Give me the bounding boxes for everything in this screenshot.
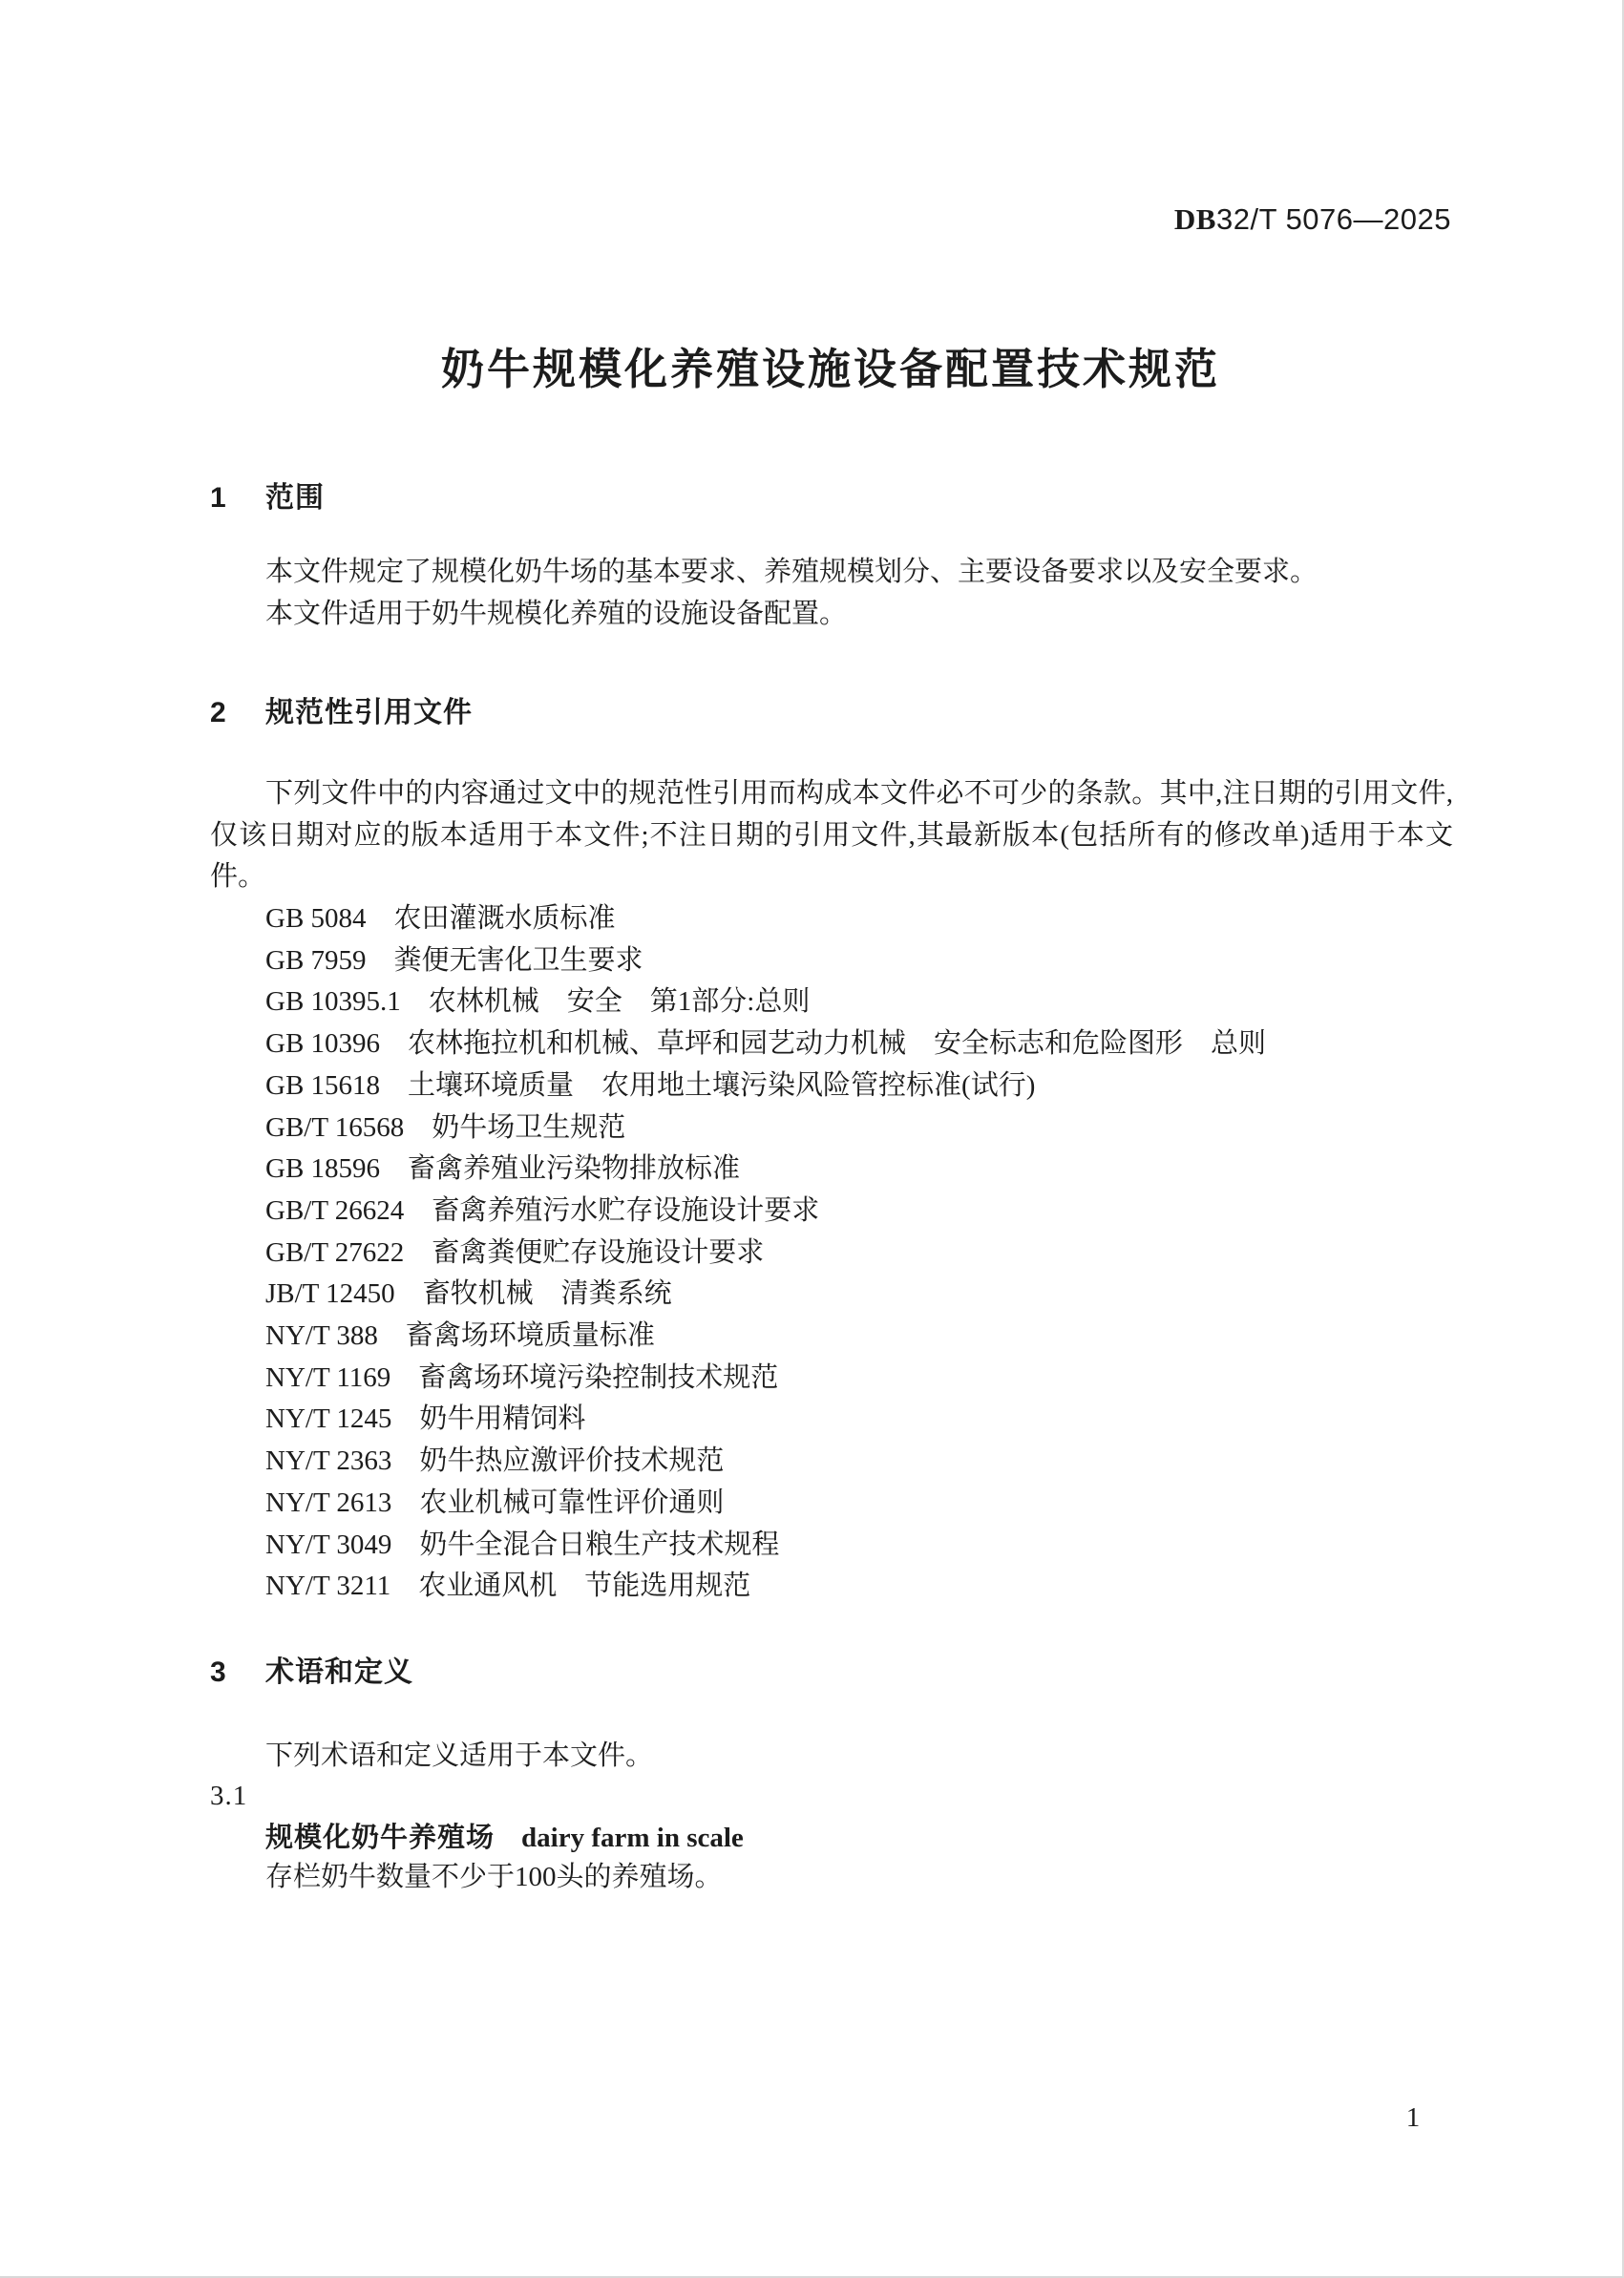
reference-item: NY/T 388 畜禽场环境质量标准 [265,1320,655,1352]
term-entry [265,1818,744,1860]
term-english: dairy farm in scale [521,1823,744,1853]
section-3-intro [210,1736,1453,1778]
doc-code-rest: 32/T 5076—2025 [1215,202,1451,236]
reference-item: NY/T 2613 农业机械可靠性评价通则 [265,1487,725,1518]
reference-item: GB 5084 农田灌溉水质标准 [265,903,616,934]
section-3-heading [210,1652,413,1694]
reference-item: GB 10395.1 农林机械 安全 第1部分:总则 [265,986,811,1018]
normative-reference-list [210,898,1453,1608]
reference-item: GB/T 26624 畜禽养殖污水贮存设施设计要求 [265,1194,820,1226]
doc-code [210,199,1451,241]
section-2-number: 2 [210,697,227,728]
paragraph: 本文件规定了规模化奶牛场的基本要求、养殖规模划分、主要设备要求以及安全要求。 [265,557,1318,587]
reference-item: GB/T 27622 畜禽粪便贮存设施设计要求 [265,1236,765,1268]
section-1-body [210,552,1453,635]
reference-item: NY/T 2363 奶牛热应激评价技术规范 [265,1445,725,1477]
page-number: 1 [1405,2102,1421,2133]
reference-item: GB 18596 畜禽养殖业污染物排放标准 [265,1153,741,1185]
term-chinese: 规模化奶牛养殖场 [265,1823,496,1853]
section-2-intro [210,773,1453,898]
reference-item: GB 15618 土壤环境质量 农用地土壤污染风险管控标准(试行) [265,1069,1036,1101]
reference-item: GB 10396 农林拖拉机和机械、草坪和园艺动力机械 安全标志和危险图形 总则 [265,1028,1267,1060]
section-3-number: 3 [210,1656,227,1688]
section-1-label: 范围 [265,482,325,514]
reference-item: GB 7959 粪便无害化卫生要求 [265,944,643,976]
section-3-label: 术语和定义 [265,1656,413,1688]
term-definition: 存栏奶牛数量不少于100头的养殖场。 [265,1862,723,1892]
reference-item: NY/T 3049 奶牛全混合日粮生产技术规程 [265,1529,780,1560]
reference-item: GB/T 16568 奶牛场卫生规范 [265,1111,626,1143]
doc-code-prefix: DB [1173,202,1216,236]
section-1-number: 1 [210,482,227,514]
reference-item: NY/T 1169 畜禽场环境污染控制技术规范 [265,1361,779,1393]
section-1-heading [210,477,325,519]
reference-item: NY/T 1245 奶牛用精饲料 [265,1403,586,1435]
paragraph: 本文件适用于奶牛规模化养殖的设施设备配置。 [265,598,848,629]
paragraph: 下列术语和定义适用于本文件。 [265,1740,654,1771]
section-2-label: 规范性引用文件 [265,697,473,728]
clause-3-1-number: 3.1 [210,1781,248,1811]
paragraph: 下列文件中的内容通过文中的规范性引用而构成本文件必不可少的条款。其中,注日期的引用文件,仅该日期对应的版本适用于本文件;不注日期的引用文件,其最新版本(包括所有的修改单)适用于本文件。 [210,778,1453,893]
document-title: 奶牛规模化养殖设施设备配置技术规范 [440,345,1220,393]
reference-item: NY/T 3211 农业通风机 节能选用规范 [265,1571,751,1602]
reference-item: JB/T 12450 畜牧机械 清粪系统 [265,1278,672,1310]
section-2-heading [210,692,473,734]
